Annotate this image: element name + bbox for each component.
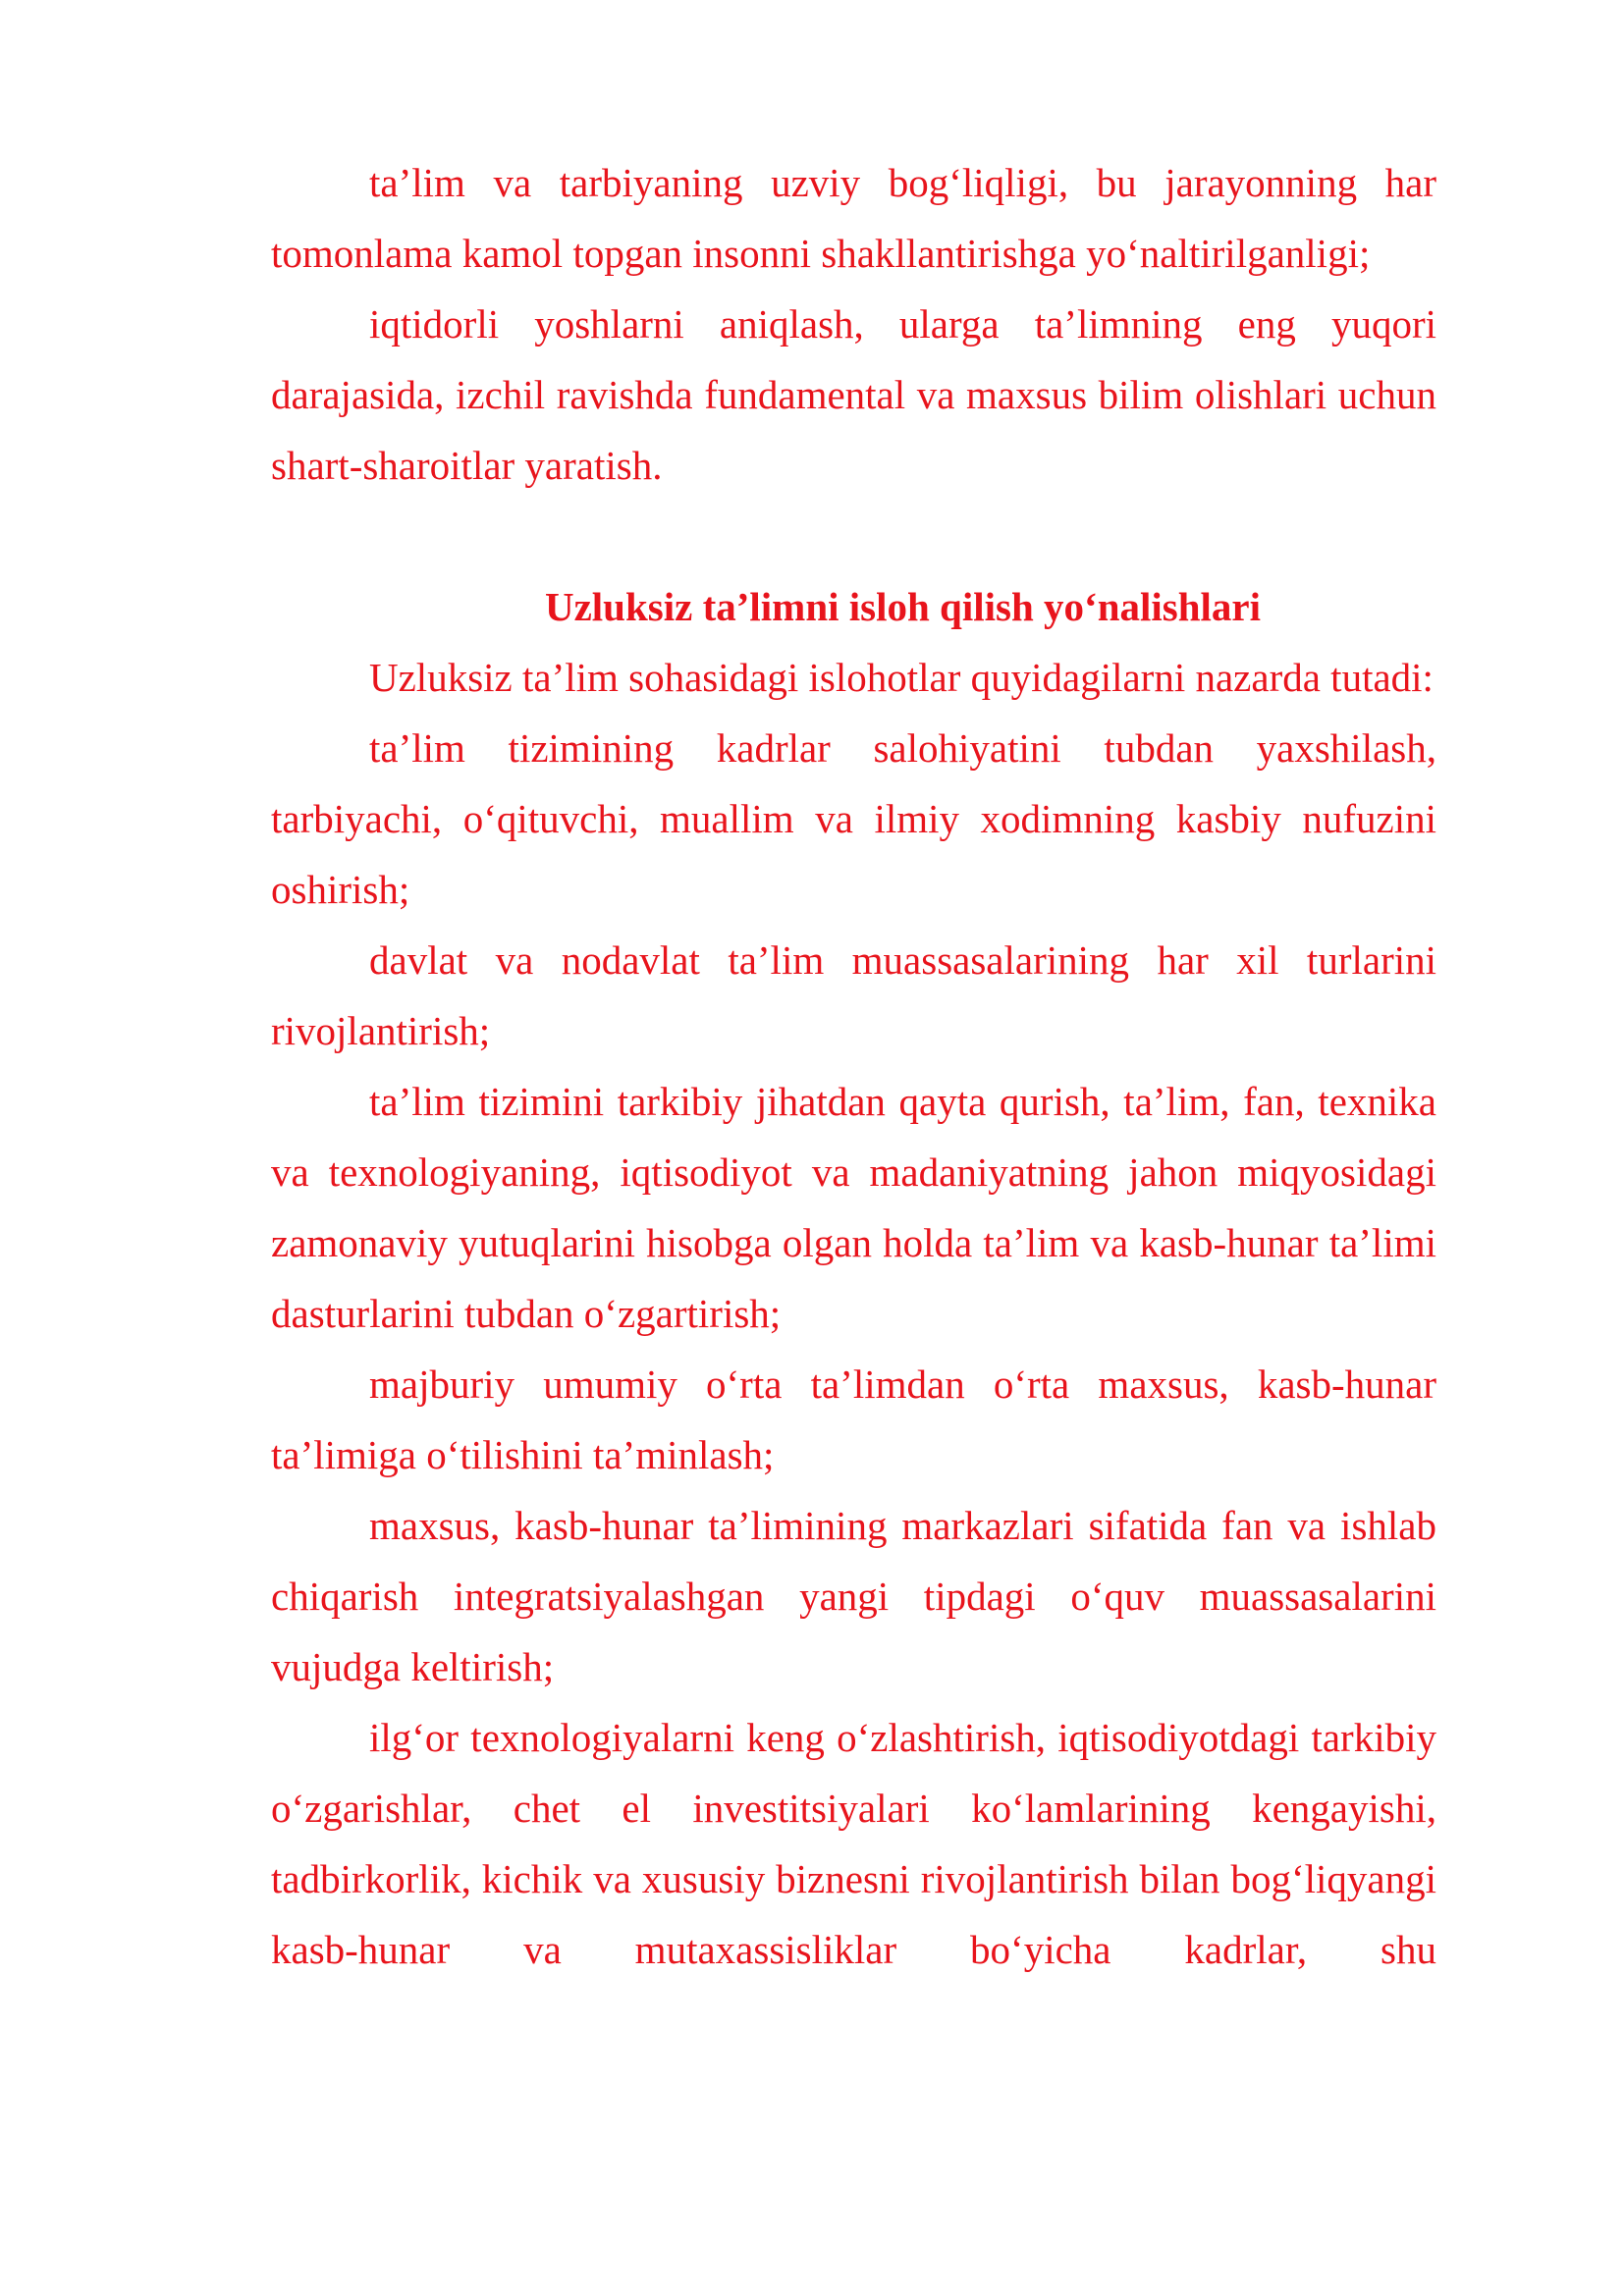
document-page [271,147,1436,1985]
section-heading: Uzluksiz ta’limni isloh qilish yo‘nalishlari [544,584,1262,629]
paragraph: ta’lim va tarbiyaning uzviy bog‘liqligi, bu jarayonning har tomonlama kamol topgan insonni shakllantirishga yo‘naltirilganligi; [271,160,1436,276]
paragraph: iqtidorli yoshlarni aniqlash, ularga ta’limning eng yuqori darajasida, izchil ravishda fundamental va maxsus bilim olishlari uchun shart-sharoitlar yaratish. [271,301,1436,488]
paragraph: majburiy umumiy o‘rta ta’limdan o‘rta maxsus, kasb-hunar ta’limiga o‘tilishini ta’minlash; [271,1362,1436,1477]
paragraph: Uzluksiz ta’lim sohasidagi islohotlar quyidagilarni nazarda tutadi: [369,655,1434,700]
paragraph: davlat va nodavlat ta’lim muassasalarining har xil turlarini rivojlantirish; [271,937,1436,1053]
paragraph-continued: ilg‘or texnologiyalarni keng o‘zlashtirish, iqtisodiyotdagi tarkibiy o‘zgarishlar, chet el investitsiyalari ko‘lamlarining kengayishi, tadbirkorlik, kichik va xususiy biznesni rivojlantirish bilan bog‘liqyangi kasb-hunar va mutaxassisliklar bo‘yicha kadrlar, shu [271,1715,1436,1972]
paragraph: ta’lim tizimining kadrlar salohiyatini tubdan yaxshilash, tarbiyachi, o‘qituvchi, muallim va ilmiy xodimning kasbiy nufuzini oshirish; [271,725,1436,912]
paragraph: ta’lim tizimini tarkibiy jihatdan qayta qurish, ta’lim, fan, texnika va texnologiyaning, iqtisodiyot va madaniyatning jahon miqyosidagi zamonaviy yutuqlarini hisobga olgan holda ta’lim va kasb-hunar ta’limi dasturlarini tubdan o‘zgartirish; [271,1079,1436,1336]
paragraph: maxsus, kasb-hunar ta’limining markazlari sifatida fan va ishlab chiqarish integratsiyalashgan yangi tipdagi o‘quv muassasalarini vujudga keltirish; [271,1503,1436,1689]
